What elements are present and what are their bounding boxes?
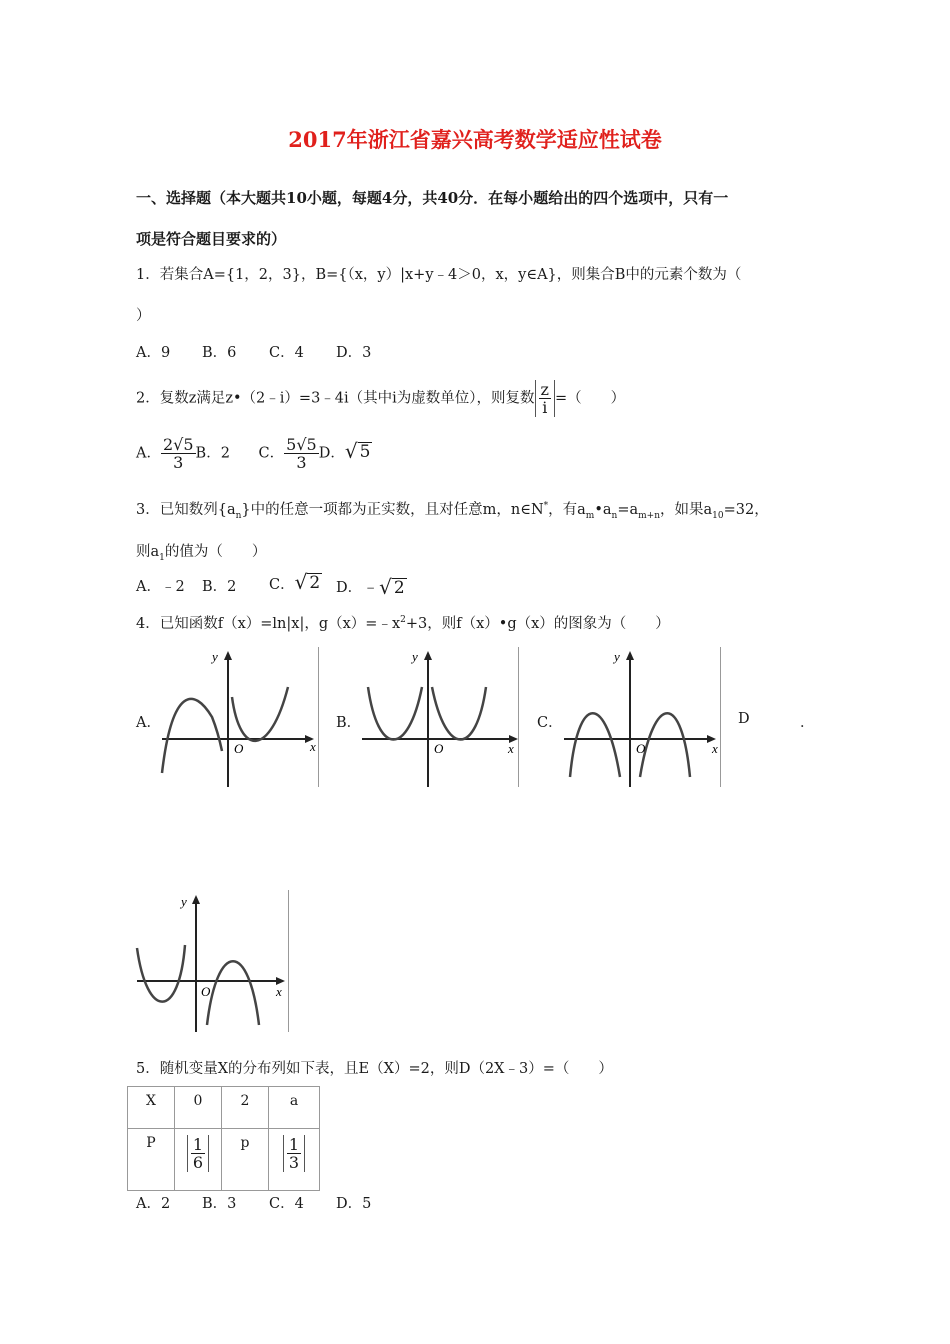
q2-option-c-num: 5√5 bbox=[286, 435, 317, 454]
frac-num: 1 bbox=[192, 1135, 204, 1154]
q3-sub: n bbox=[235, 510, 242, 521]
q3-sup: * bbox=[543, 501, 549, 512]
q1-option-a: A．9 bbox=[136, 345, 171, 361]
q4-label-a: A． bbox=[136, 715, 161, 731]
q5-option-c: C．4 bbox=[269, 1196, 304, 1212]
q4-sup: 2 bbox=[400, 615, 406, 626]
q3-sub: 10 bbox=[712, 510, 724, 521]
q5-stem: 5．随机变量X的分布列如下表，且E（X）=2，则D（2X﹣3）=（ ） bbox=[136, 1061, 613, 1077]
x-axis-label: x bbox=[276, 984, 282, 999]
q2-option-d-sqrt bbox=[344, 438, 373, 463]
q3-text: ，有a bbox=[548, 502, 586, 518]
table-cell bbox=[175, 1129, 222, 1191]
q2-fraction-z-over-i bbox=[535, 380, 555, 417]
q3-text: }中的任意一项都为正实数，且对任意m，n∈N bbox=[241, 502, 544, 518]
section-header-line2: 项是符合题目要求的） bbox=[136, 230, 287, 248]
y-axis-arrow-icon bbox=[626, 651, 634, 660]
curve-right bbox=[640, 713, 690, 777]
q3-text: 的值为（ ） bbox=[164, 544, 267, 560]
q2-option-a-fraction bbox=[161, 436, 196, 471]
q2-option-a-den: 3 bbox=[173, 453, 184, 472]
y-axis-label: y bbox=[181, 894, 187, 909]
y-axis-arrow-icon bbox=[192, 895, 200, 904]
q3-text: ，如果a bbox=[660, 502, 713, 518]
q4-stem bbox=[136, 612, 670, 633]
sqrt-icon: √ bbox=[294, 570, 308, 594]
q4-label-d-dot: ． bbox=[800, 715, 815, 731]
q4-text: +3，则f（x）•g（x）的图象为（ ） bbox=[405, 616, 670, 632]
q2-stem-prefix: 2．复数z满足z•（2﹣i）=3﹣4i（其中i为虚数单位），则复数 bbox=[136, 390, 535, 407]
graph-d bbox=[133, 890, 289, 1034]
table-cell: X bbox=[128, 1087, 175, 1129]
q3-option-d-value: 2 bbox=[393, 578, 405, 598]
sqrt-icon: √ bbox=[379, 575, 392, 599]
origin-label: O bbox=[201, 984, 211, 999]
frac-den: 6 bbox=[192, 1153, 204, 1172]
q2-option-a-label: A． bbox=[136, 445, 161, 462]
origin-label: O bbox=[234, 741, 244, 756]
q4-label-d: D bbox=[738, 711, 750, 727]
q2-stem-suffix: =（ ） bbox=[554, 390, 626, 407]
x-axis-label: x bbox=[310, 739, 316, 754]
q2-option-d-label: D． bbox=[318, 445, 345, 462]
frac-num: 1 bbox=[288, 1135, 300, 1154]
q2-option-d-value: 5 bbox=[359, 441, 371, 462]
q3-stem-line2 bbox=[136, 540, 266, 563]
table-row bbox=[128, 1087, 320, 1129]
p-fraction bbox=[283, 1135, 305, 1172]
q3-option-b: B．2 bbox=[202, 579, 237, 595]
curve-right bbox=[207, 961, 259, 1025]
y-axis-label: y bbox=[212, 649, 218, 664]
q3-text: =a bbox=[617, 502, 639, 518]
table-cell: 0 bbox=[175, 1087, 222, 1129]
figure-divider bbox=[720, 647, 721, 787]
table-cell: a bbox=[269, 1087, 320, 1129]
q3-text: =32， bbox=[723, 502, 769, 518]
q2-option-c-fraction bbox=[284, 436, 319, 471]
curve-right bbox=[432, 687, 486, 740]
table-cell bbox=[269, 1129, 320, 1191]
curve-left bbox=[162, 699, 222, 773]
curve-left bbox=[137, 945, 185, 1002]
q1-stem-line1: 1．若集合A={1，2，3}，B={（x，y）|x+y﹣4＞0，x，y∈A}，则集合B中的元素个数为（ bbox=[136, 267, 742, 283]
x-axis-label: x bbox=[508, 741, 514, 756]
figure-divider bbox=[318, 647, 319, 787]
q3-sub: n bbox=[611, 510, 618, 521]
graph-b bbox=[358, 647, 520, 789]
y-axis-label: y bbox=[412, 649, 418, 664]
q3-option-d-sqrt bbox=[362, 572, 407, 597]
y-axis-label: y bbox=[614, 649, 620, 664]
q3-text: 3．已知数列{a bbox=[136, 502, 236, 518]
section-header-line1: 一、选择题（本大题共10小题，每题4分，共40分．在每小题给出的四个选项中，只有一 bbox=[136, 189, 729, 207]
q2-option-b: B．2 bbox=[195, 445, 230, 462]
q1-option-d: D．3 bbox=[336, 345, 372, 361]
q4-label-b: B． bbox=[336, 715, 362, 731]
y-axis-arrow-icon bbox=[224, 651, 232, 660]
q1-stem-line2: ） bbox=[136, 308, 151, 324]
q4-text: 4．已知函数f（x）=ln|x|，g（x）=﹣x bbox=[136, 616, 401, 632]
q3-sub: 1 bbox=[159, 552, 165, 563]
origin-label: O bbox=[434, 741, 444, 756]
q3-text: 则a bbox=[136, 544, 160, 560]
q3-option-a: A．﹣2 bbox=[136, 579, 185, 595]
q2-options bbox=[136, 436, 372, 471]
curve-left bbox=[368, 687, 422, 740]
q1-option-c: C．4 bbox=[269, 345, 304, 361]
origin-label: O bbox=[636, 741, 646, 756]
graph-c bbox=[560, 647, 720, 789]
q5-option-b: B．3 bbox=[202, 1196, 237, 1212]
q3-option-c bbox=[269, 572, 322, 594]
q2-option-c-den: 3 bbox=[296, 453, 307, 472]
q5-option-d: D．5 bbox=[336, 1196, 372, 1212]
frac-den: 3 bbox=[288, 1153, 300, 1172]
q2-option-c-label: C． bbox=[258, 445, 285, 462]
table-cell: p bbox=[222, 1129, 269, 1191]
q2-frac-den: i bbox=[542, 398, 548, 417]
q3-option-d-label: D． bbox=[336, 580, 363, 596]
q5-option-a: A．2 bbox=[136, 1196, 171, 1212]
curve-left bbox=[570, 713, 620, 777]
p-fraction bbox=[187, 1135, 209, 1172]
q3-option-d bbox=[336, 572, 407, 597]
table-cell: P bbox=[128, 1129, 175, 1191]
table-row bbox=[128, 1129, 320, 1191]
q3-stem-line1 bbox=[136, 498, 769, 521]
table-cell: 2 bbox=[222, 1087, 269, 1129]
curve-right bbox=[232, 687, 288, 741]
q3-sub: m+n bbox=[638, 510, 661, 521]
q3-text: •a bbox=[594, 502, 612, 518]
x-axis-label: x bbox=[712, 741, 718, 756]
y-axis-arrow-icon bbox=[424, 651, 432, 660]
q2-option-a-num: 2√5 bbox=[162, 435, 194, 454]
q2-stem bbox=[136, 380, 625, 417]
distribution-table bbox=[127, 1086, 320, 1191]
q3-option-c-label: C． bbox=[269, 577, 295, 593]
q3-option-c-value: 2 bbox=[309, 573, 321, 593]
q1-option-b: B．6 bbox=[202, 345, 237, 361]
graph-a bbox=[158, 647, 318, 789]
q3-option-c-sqrt bbox=[295, 572, 323, 592]
q4-label-c: C． bbox=[537, 715, 563, 731]
q2-frac-num: z bbox=[540, 380, 549, 399]
sqrt-icon: √ bbox=[344, 438, 358, 463]
q3-option-d-neg: ﹣ bbox=[362, 577, 380, 597]
q3-sub: m bbox=[585, 510, 595, 521]
page-title: 2017年浙江省嘉兴高考数学适应性试卷 bbox=[288, 127, 662, 152]
